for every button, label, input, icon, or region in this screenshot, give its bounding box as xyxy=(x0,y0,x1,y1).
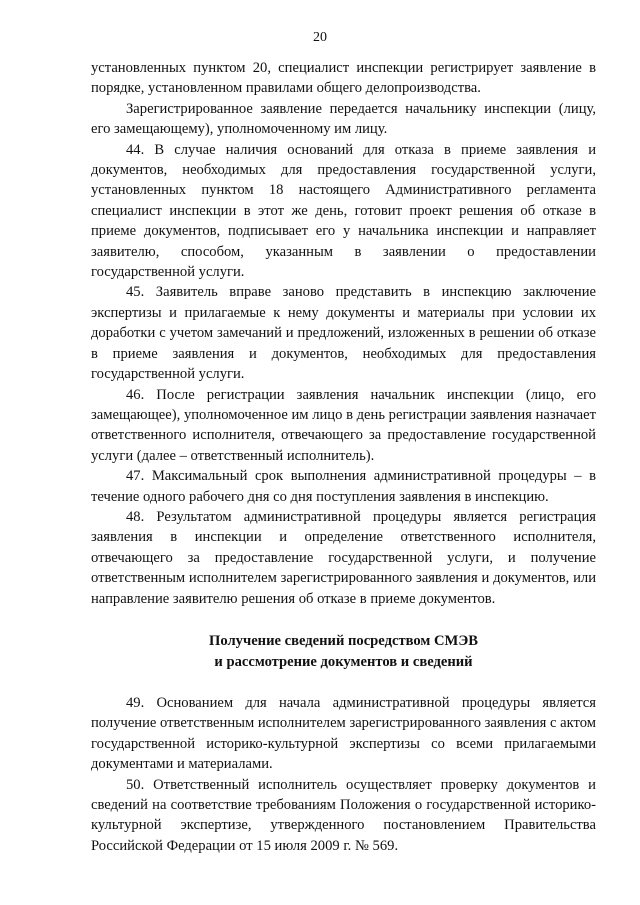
paragraph: 47. Максимальный срок выполнения административной процедуры – в течение одного рабочего дня со дня поступления заявления в инспекцию. xyxy=(91,468,596,505)
paragraph: 49. Основанием для начала административной процедуры является получение ответственным исполнителем зарегистрированного заявления с актом государственной историко-культурной экспертизы со всеми прилагаемыми документами и материалами. xyxy=(91,694,596,773)
section-heading-line-1: Получение сведений посредством СМЭВ xyxy=(209,632,478,649)
paragraph: 45. Заявитель вправе заново представить в инспекцию заключение экспертизы и прилагаемые к нему документы и материалы при условии их доработки с учетом замечаний и предложений, изложенных в решении об отказе в приеме заявления и документов, необходимых для предоставления государственной услуги. xyxy=(91,284,596,383)
section-heading-line-2: и рассмотрение документов и сведений xyxy=(214,653,473,670)
paragraph-group-top xyxy=(91,58,596,609)
page-number: 20 xyxy=(313,30,327,45)
paragraph: 46. После регистрации заявления начальник инспекции (лицо, его замещающее), уполномоченное им лицо в день регистрации заявления назначает ответственного исполнителя, отвечающего за предоставление государственной услуги (далее – ответственный исполнитель). xyxy=(91,386,596,464)
section-heading xyxy=(91,631,596,673)
paragraph: Зарегистрированное заявление передается начальнику инспекции (лицу, его замещающему), уполномоченному им лицу. xyxy=(91,100,596,138)
paragraph: 48. Результатом административной процедуры является регистрация заявления в инспекции и определение ответственного исполнителя, отвечающего за предоставление государственной услуги, и получение ответственным исполнителем зарегистрированного заявления и документов, или направление заявителю решения об отказе в приеме документов. xyxy=(91,508,596,607)
paragraph: 44. В случае наличия оснований для отказа в приеме заявления и документов, необходимых для предоставления государственной услуги, установленных пунктом 18 настоящего Административного регламента специалист инспекции в этот же день, готовит проект решения об отказе в приеме документов, подписывает его у начальника инспекции и направляет заявителю, способом, указанным в заявлении о предоставлении государственной услуги. xyxy=(91,141,596,281)
paragraph-group-bottom xyxy=(91,693,596,856)
page-content xyxy=(91,58,596,856)
paragraph: установленных пунктом 20, специалист инспекции регистрирует заявление в порядке, установленном правилами общего делопроизводства. xyxy=(91,60,596,97)
paragraph: 50. Ответственный исполнитель осуществляет проверку документов и сведений на соответствие требованиям Положения о государственной историко-культурной экспертизе, утвержденного постановлением Правительства Российской Федерации от 15 июля 2009 г. № 569. xyxy=(91,776,596,854)
